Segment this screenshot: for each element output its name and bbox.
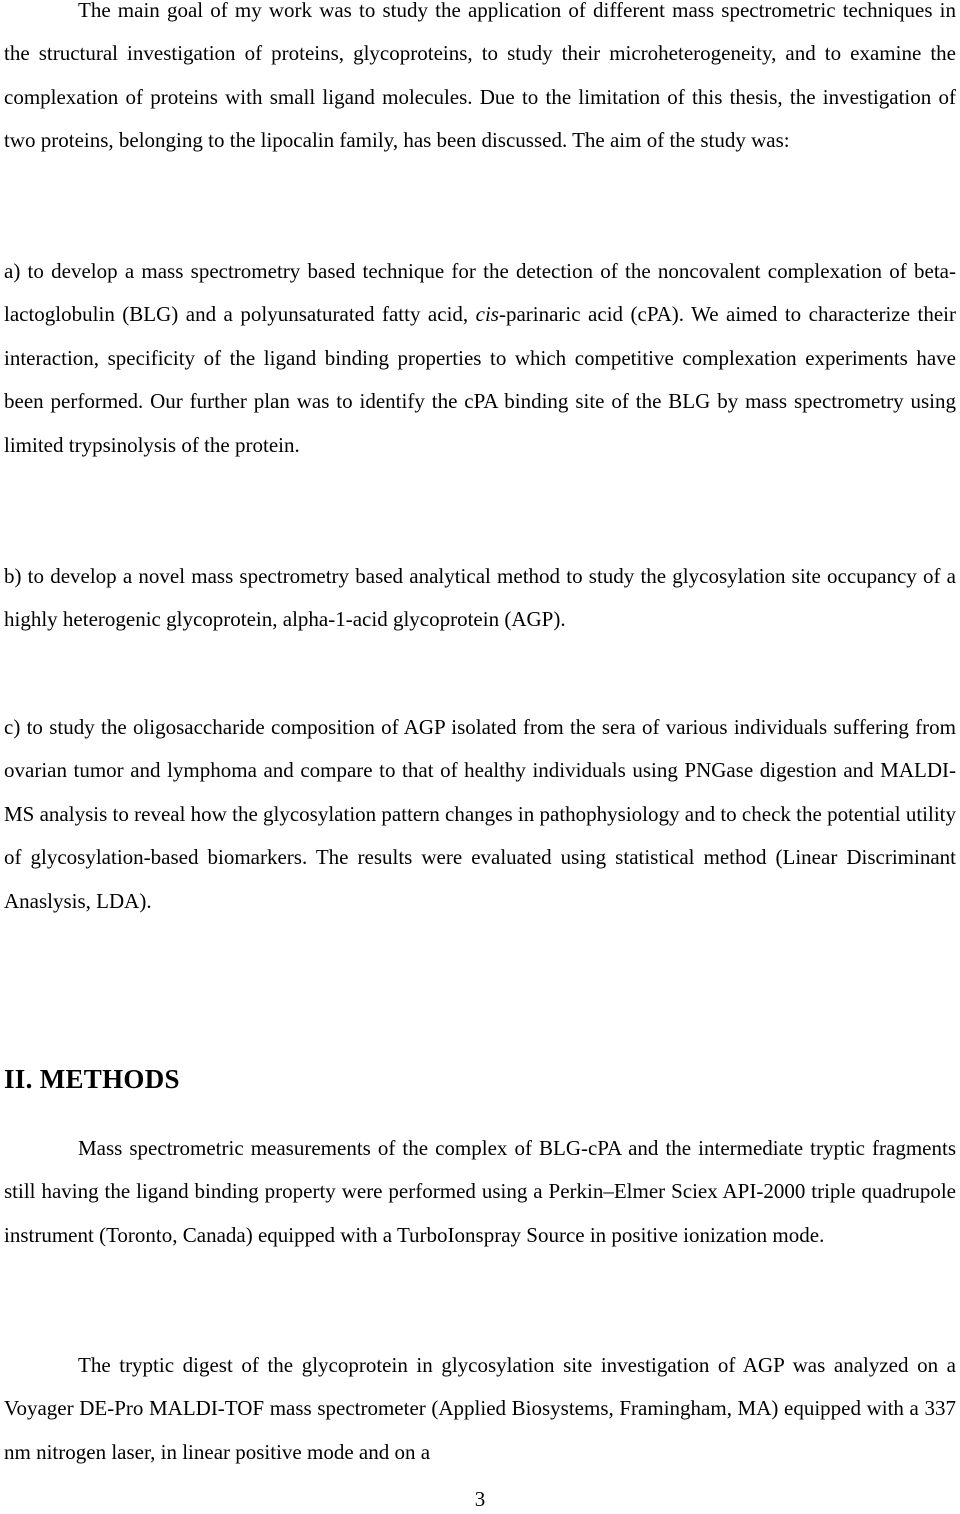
aim-a-text-start: a) to develop a mass spectrometry based technique for the detection of the noncovalent complexation of beta-lactoglobulin (BLG) and a polyunsaturated fatty acid, bbox=[4, 259, 956, 327]
methods-paragraph-1: Mass spectrometric measurements of the complex of BLG-cPA and the intermediate tryptic fragments still having the ligand binding property were performed using a Perkin–Elmer Sciex API-2000 triple quadrupole instrument (Toronto, Canada) equipped with a TurboIonspray Source in positive ionization mode. bbox=[4, 1136, 956, 1247]
aim-b-paragraph: b) to develop a novel mass spectrometry based analytical method to study the glycosylation site occupancy of a highly heterogenic glycoprotein, alpha-1-acid glycoprotein (AGP). bbox=[4, 564, 956, 632]
methods-heading: II. METHODS bbox=[4, 1064, 180, 1094]
page-number: 3 bbox=[474, 1487, 486, 1511]
intro-paragraph: The main goal of my work was to study the application of different mass spectrometric techniques in the structural investigation of proteins, glycoproteins, to study their microheterogeneity, and to examine the complexation of proteins with small ligand molecules. Due to the limitation of this thesis, the investigation of two proteins, belonging to the lipocalin family, has been discussed. The aim of the study was: bbox=[4, 0, 956, 153]
aim-a-paragraph bbox=[4, 250, 956, 467]
aim-a-text-end: -parinaric acid (cPA). We aimed to characterize their interaction, specificity of the ligand binding properties to which competitive complexation experiments have been performed. Our further plan was to identify the cPA binding site of the BLG by mass spectrometry using limited trypsinolysis of the protein. bbox=[4, 302, 956, 457]
document-page bbox=[4, 0, 956, 1509]
aim-a-italic-term: cis bbox=[475, 302, 499, 327]
aim-c-paragraph: c) to study the oligosaccharide composition of AGP isolated from the sera of various individuals suffering from ovarian tumor and lymphoma and compare to that of healthy individuals using PNGase digestion and MALDI-MS analysis to reveal how the glycosylation pattern changes in pathophysiology and to check the potential utility of glycosylation-based biomarkers. The results were evaluated using statistical method (Linear Discriminant Anaslysis, LDA). bbox=[4, 715, 956, 913]
methods-paragraph-2: The tryptic digest of the glycoprotein in glycosylation site investigation of AGP was analyzed on a Voyager DE-Pro MALDI-TOF mass spectrometer (Applied Biosystems, Framingham, MA) equipped with a 337 nm nitrogen laser, in linear positive mode and on a bbox=[4, 1353, 956, 1464]
